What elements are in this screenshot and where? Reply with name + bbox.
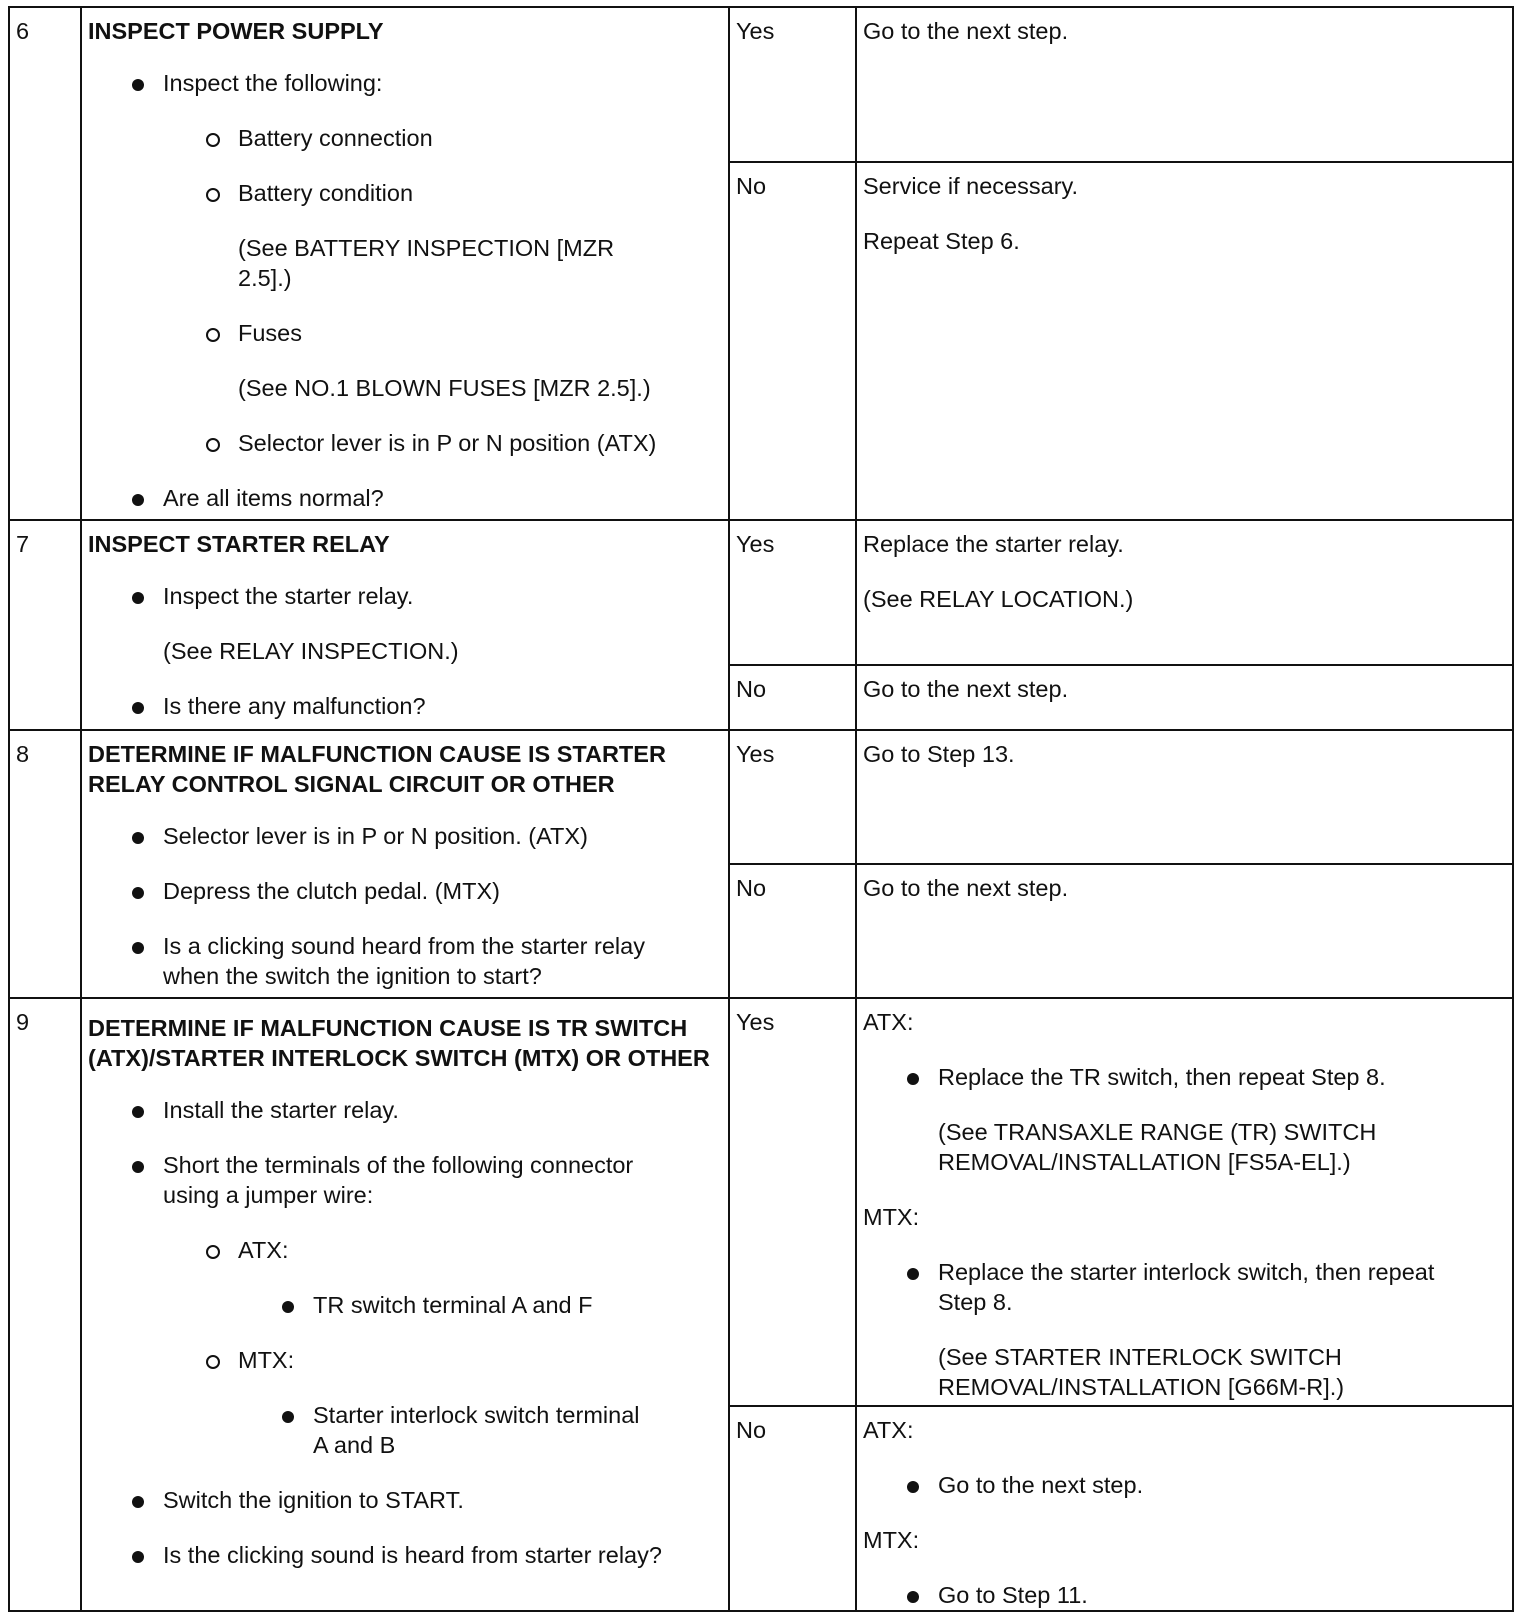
procedure-item: Short the terminals of the following connector using a jumper wire:	[88, 1150, 722, 1210]
reference-note: (See TRANSAXLE RANGE (TR) SWITCH REMOVAL/INSTALLATION [FS5A-EL].)	[938, 1119, 1377, 1175]
procedure-subitem: Battery condition	[88, 178, 722, 208]
procedure-subsubitem: Starter interlock switch terminal A and B	[88, 1400, 722, 1460]
bullet-icon	[282, 1301, 294, 1313]
action-item: Go to the next step.	[863, 1470, 1506, 1500]
action-no: Go to the next step.	[856, 864, 1513, 998]
step-number: 8	[9, 730, 81, 998]
bullet-icon	[907, 1268, 919, 1280]
step-6-yes-row	[9, 7, 1513, 162]
answer-yes: Yes	[729, 7, 856, 162]
procedure-item: Selector lever is in P or N position. (ATX)	[88, 821, 722, 851]
answer-yes: Yes	[729, 520, 856, 665]
bullet-icon	[132, 1496, 144, 1508]
bullet-icon	[282, 1411, 294, 1423]
procedure-subitem: Selector lever is in P or N position (ATX)	[88, 428, 722, 458]
action-yes: Replace the starter relay. (See RELAY LOCATION.)	[856, 520, 1513, 665]
step-9-yes-row	[9, 998, 1513, 1406]
procedure-question: Is a clicking sound heard from the starter relay when the switch the ignition to start?	[88, 931, 722, 991]
answer-no: No	[729, 665, 856, 730]
action-item: Go to Step 11.	[863, 1580, 1506, 1610]
bullet-icon	[907, 1073, 919, 1085]
bullet-icon	[132, 1161, 144, 1173]
step-number: 9	[9, 998, 81, 1611]
answer-no: No	[729, 1406, 856, 1611]
circle-bullet-icon	[206, 133, 220, 147]
action-item: Replace the TR switch, then repeat Step 8.	[863, 1062, 1506, 1092]
circle-bullet-icon	[206, 188, 220, 202]
circle-bullet-icon	[206, 1245, 220, 1259]
action-yes: ATX: Replace the TR switch, then repeat Step 8. (See TRANSAXLE RANGE (TR) SWITCH REMOVAL/INSTALLATION [FS5A-EL].) MTX: Replace the starter interlock switch, then repeat Step 8. (See STARTER INTERLOCK SWITCH REMOVAL/INSTALLATION [G66M-R].)	[856, 998, 1513, 1406]
action-no: ATX: Go to the next step. MTX: Go to Step 11.	[856, 1406, 1513, 1611]
bullet-icon	[132, 1551, 144, 1563]
answer-yes: Yes	[729, 998, 856, 1406]
step-number: 6	[9, 7, 81, 520]
bullet-icon	[132, 494, 144, 506]
procedure-subitem: Battery connection	[88, 123, 722, 153]
bullet-icon	[907, 1481, 919, 1493]
step-6-procedure	[81, 7, 729, 520]
procedure-item: Inspect the starter relay.	[88, 581, 722, 611]
reference-note: (See RELAY INSPECTION.)	[163, 638, 459, 664]
bullet-icon	[132, 887, 144, 899]
action-yes: Go to the next step.	[856, 7, 1513, 162]
action-yes: Go to Step 13.	[856, 730, 1513, 864]
step-8-yes-row	[9, 730, 1513, 864]
step-title: INSPECT STARTER RELAY	[88, 531, 390, 557]
bullet-icon	[132, 592, 144, 604]
step-9-procedure	[81, 998, 729, 1611]
circle-bullet-icon	[206, 328, 220, 342]
circle-bullet-icon	[206, 438, 220, 452]
step-8-procedure	[81, 730, 729, 998]
answer-no: No	[729, 864, 856, 998]
bullet-icon	[132, 942, 144, 954]
step-title: DETERMINE IF MALFUNCTION CAUSE IS TR SWITCH (ATX)/STARTER INTERLOCK SWITCH (MTX) OR OTHER	[88, 1015, 710, 1071]
procedure-item: Inspect the following:	[88, 68, 722, 98]
step-number: 7	[9, 520, 81, 730]
procedure-question: Are all items normal?	[88, 483, 722, 513]
procedure-subitem: ATX:	[88, 1235, 722, 1265]
step-title: DETERMINE IF MALFUNCTION CAUSE IS STARTER RELAY CONTROL SIGNAL CIRCUIT OR OTHER	[88, 741, 666, 797]
procedure-item: Install the starter relay.	[88, 1095, 722, 1125]
procedure-subsubitem: TR switch terminal A and F	[88, 1290, 722, 1320]
reference-note: (See BATTERY INSPECTION [MZR 2.5].)	[238, 235, 615, 291]
procedure-subitem: MTX:	[88, 1345, 722, 1375]
procedure-subitem: Fuses	[88, 318, 722, 348]
circle-bullet-icon	[206, 1355, 220, 1369]
procedure-item: Switch the ignition to START.	[88, 1485, 722, 1515]
step-title: INSPECT POWER SUPPLY	[88, 18, 384, 44]
procedure-item: Depress the clutch pedal. (MTX)	[88, 876, 722, 906]
action-no: Go to the next step.	[856, 665, 1513, 730]
action-item: Replace the starter interlock switch, then repeat Step 8.	[863, 1257, 1506, 1317]
bullet-icon	[132, 1106, 144, 1118]
action-no: Service if necessary. Repeat Step 6.	[856, 162, 1513, 520]
bullet-icon	[132, 702, 144, 714]
reference-note: (See NO.1 BLOWN FUSES [MZR 2.5].)	[238, 375, 651, 401]
step-7-yes-row	[9, 520, 1513, 665]
procedure-question: Is the clicking sound is heard from starter relay?	[88, 1540, 722, 1570]
procedure-question: Is there any malfunction?	[88, 691, 722, 721]
answer-no: No	[729, 162, 856, 520]
bullet-icon	[907, 1591, 919, 1603]
answer-yes: Yes	[729, 730, 856, 864]
troubleshooting-table	[8, 6, 1514, 1612]
bullet-icon	[132, 79, 144, 91]
bullet-icon	[132, 832, 144, 844]
reference-note: (See STARTER INTERLOCK SWITCH REMOVAL/INSTALLATION [G66M-R].)	[938, 1344, 1345, 1400]
step-7-procedure	[81, 520, 729, 730]
